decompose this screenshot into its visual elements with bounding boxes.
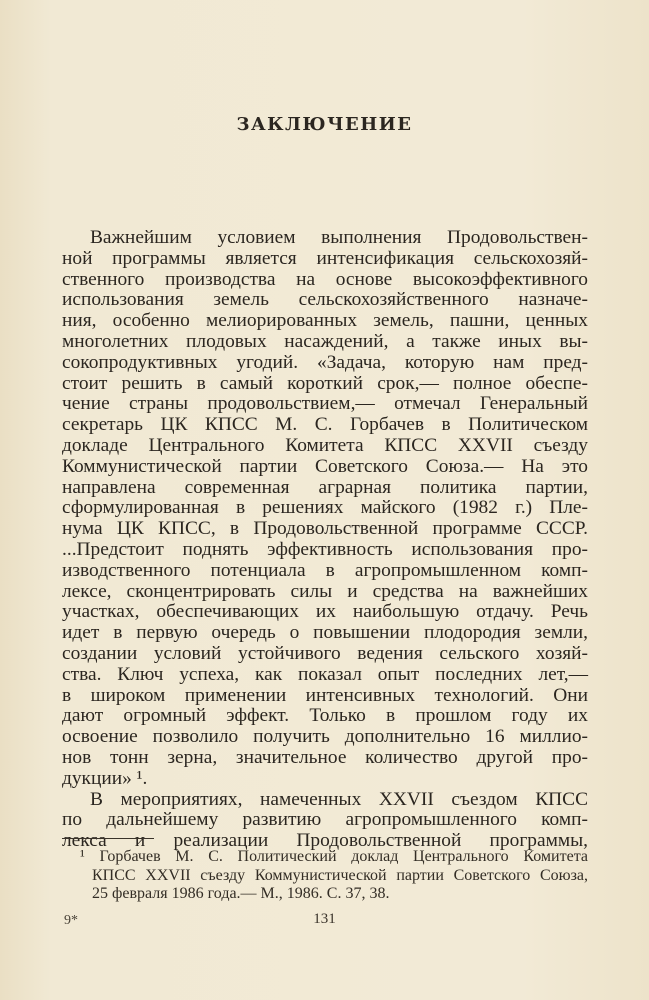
footnote-line: КПСС XXVII съезду Коммунистической партии Советского Союза, bbox=[92, 866, 588, 884]
body-line: стоит решить в самый короткий срок,— полное обеспе- bbox=[62, 372, 588, 394]
body-line: сокопродуктивных угодий. «Задача, которую нам пред- bbox=[62, 351, 588, 373]
body-line: лексе, сконцентрировать силы и средства на важнейших bbox=[62, 580, 588, 602]
body-line: дают огромный эффект. Только в прошлом году их bbox=[62, 705, 588, 727]
body-line: многолетних плодовых насаждений, а также иных вы- bbox=[62, 330, 588, 352]
body-line: В мероприятиях, намеченных XXVII съездом КПСС bbox=[90, 788, 588, 810]
body-line: чение страны продовольствием,— отмечал Генеральный bbox=[62, 393, 588, 415]
signature-mark: 9* bbox=[64, 913, 78, 928]
footnote-line: 25 февраля 1986 года.— М., 1986. С. 37, 38. bbox=[92, 885, 390, 902]
body-line: идет в первую очередь о повышении плодородия земли, bbox=[62, 622, 588, 644]
page-number: 131 bbox=[313, 911, 336, 927]
footnote-line: ¹ Горбачев М. С. Политический доклад Центрального Комитета bbox=[80, 848, 588, 865]
body-line: сформулированная в решениях майского (1982 г.) Пле- bbox=[62, 497, 588, 519]
body-line: Важнейшим условием выполнения Продовольствен- bbox=[90, 227, 588, 248]
body-line: ства. Ключ успеха, как показал опыт последних лет,— bbox=[62, 663, 588, 685]
chapter-heading: ЗАКЛЮЧЕНИЕ bbox=[236, 114, 413, 135]
body-line: ...Предстоит поднять эффективность использования про- bbox=[62, 538, 588, 560]
body-line: освоение позволило получить дополнительно 16 миллио- bbox=[62, 726, 588, 748]
body-line: использования земель сельскохозяйственного назначе- bbox=[62, 289, 588, 311]
body-line: докладе Центрального Комитета КПСС XXVII съезду bbox=[62, 434, 588, 456]
footnote-divider bbox=[62, 838, 154, 839]
body-line: нов тонн зерна, значительное количество другой про- bbox=[62, 746, 588, 768]
body-line: лекса и реализации Продовольственной программы, bbox=[62, 830, 588, 852]
body-line: ственного производства на основе высокоэффективного bbox=[62, 268, 588, 290]
body-line: участках, обеспечивающих их наибольшую отдачу. Речь bbox=[62, 601, 588, 623]
body-line: направлена современная аграрная политика партии, bbox=[62, 476, 588, 498]
body-line: дукции» ¹. bbox=[62, 767, 148, 789]
body-line: ной программы является интенсификация сельскохозяй- bbox=[62, 247, 588, 269]
body-line: ния, особенно мелиорированных земель, пашни, ценных bbox=[62, 310, 588, 332]
body-line: в широком применении интенсивных технологий. Они bbox=[62, 684, 588, 706]
body-line: секретарь ЦК КПСС М. С. Горбачев в Политическом bbox=[62, 414, 588, 436]
body-line: Коммунистической партии Советского Союза.— На это bbox=[62, 455, 588, 477]
body-line: по дальнейшему развитию агропромышленного комп- bbox=[62, 809, 588, 831]
footnote bbox=[62, 848, 588, 904]
body-line: изводственного потенциала в агропромышленном комп- bbox=[62, 559, 588, 581]
body-text bbox=[62, 228, 588, 852]
body-line: создании условий устойчивого ведения сельского хозяй- bbox=[62, 642, 588, 664]
body-line: нума ЦК КПСС, в Продовольственной программе СССР. bbox=[62, 518, 588, 540]
